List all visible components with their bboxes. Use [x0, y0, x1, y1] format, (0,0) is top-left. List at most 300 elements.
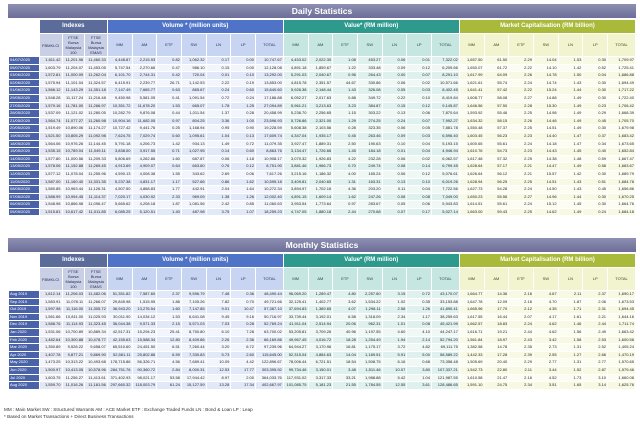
cap-value: 1.42 [558, 64, 583, 72]
index-value: 10,890.06 [62, 125, 85, 133]
value-value: 3,215.16 [283, 170, 308, 178]
value-value: 2.58 [382, 306, 407, 314]
cap-value: 2.12 [509, 306, 534, 314]
volume-value: 6,641.08 [181, 313, 206, 321]
value-value: 7,322.02 [432, 57, 460, 65]
table-row [9, 178, 636, 186]
cap-value: 0.30 [583, 87, 608, 95]
value-value: 64,944.27 [283, 344, 308, 352]
cap-value: 1.53 [558, 57, 583, 65]
cap-value: 2.16 [509, 291, 534, 299]
volume-value: 25,802.86 [132, 351, 157, 359]
cap-value: 14.78 [533, 72, 558, 80]
value-value: 0.97 [333, 201, 358, 209]
volume-value: 7.82 [206, 298, 231, 306]
value-value: 0.05 [382, 87, 407, 95]
volume-value: 4,913.69 [107, 163, 132, 171]
volume-value: 10,351.72 [107, 102, 132, 110]
value-value: 0.96 [333, 72, 358, 80]
cap-value: 2.11 [509, 366, 534, 374]
cap-value: 1,610.76 [459, 148, 484, 156]
cap-value: 2.25 [509, 178, 534, 186]
cap-value: 14.98 [533, 110, 558, 118]
cap-value: 2.24 [509, 321, 534, 329]
cap-value: 4.35 [533, 306, 558, 314]
cap-value: 1,683.42 [608, 132, 636, 140]
volume-value: 17.77 [231, 366, 256, 374]
value-value: 1,988.88 [357, 374, 382, 382]
volume-value: 2.26 [206, 336, 231, 344]
volume-value: 0.95 [206, 125, 231, 133]
volume-value: 11,682.05 [132, 117, 157, 125]
index-value: 1,583.91 [39, 298, 62, 306]
volume-value: 7,330.83 [181, 351, 206, 359]
value-value: 1,298.11 [357, 306, 382, 314]
column-header-total: TOTAL [256, 268, 284, 291]
cap-value: 1,616.71 [459, 328, 484, 336]
cap-value: 1,656.86 [608, 186, 636, 194]
cap-value: 18.83 [484, 321, 509, 329]
value-value: 0.06 [407, 201, 432, 209]
value-value: 6.16 [382, 359, 407, 367]
column-header-mm: MM [459, 34, 484, 57]
daily-statistics-title: Daily Statistics [8, 4, 636, 18]
table-row [9, 57, 636, 65]
volume-value: 23,596.93 [256, 117, 284, 125]
volume-value: 52,581.11 [107, 351, 132, 359]
cap-value: 14.40 [533, 132, 558, 140]
value-value: 0.88 [333, 94, 358, 102]
volume-value: 7,147.85 [181, 306, 206, 314]
table-row [9, 94, 636, 102]
value-value: 0.17 [407, 208, 432, 216]
value-value: 6,799.45 [432, 163, 460, 171]
cap-value: 1.49 [558, 94, 583, 102]
cap-value: 2.73 [533, 344, 558, 352]
cap-value: 1.49 [558, 117, 583, 125]
cap-value: 1.49 [558, 163, 583, 171]
column-header-index: FTSE Bursa Malaysia EMAS [85, 268, 108, 291]
value-value: 0.06 [382, 79, 407, 87]
cap-value: 2.25 [509, 155, 534, 163]
volume-value: 343.62 [181, 170, 206, 178]
value-value: 1,784.55 [357, 382, 382, 390]
volume-value: 6.10 [206, 328, 231, 336]
value-value: 18.28 [333, 336, 358, 344]
cap-value: 2.43 [509, 336, 534, 344]
value-value: 6,062.57 [432, 155, 460, 163]
value-value: 5.91 [382, 351, 407, 359]
cap-value: 1,405.24 [608, 344, 636, 352]
cap-value: 1,670.25 [608, 193, 636, 201]
cap-value: 1,673.65 [608, 140, 636, 148]
index-value: 11,331.35 [85, 178, 108, 186]
column-header-lp: LP [231, 268, 256, 291]
cap-value: 1.49 [558, 110, 583, 118]
cap-value: 56.23 [484, 132, 509, 140]
volume-value: 115,645.00 [256, 351, 284, 359]
volume-value: 20,458.99 [256, 110, 284, 118]
row-date: 05/05/2020 [9, 208, 40, 216]
cap-value: 1.31 [558, 344, 583, 352]
value-value: 2.50 [333, 140, 358, 148]
volume-value: 2.69 [206, 170, 231, 178]
monthly-statistics-title: Monthly Statistics [8, 238, 636, 252]
cap-value: 2.22 [509, 87, 534, 95]
index-value: 10,963.44 [62, 186, 85, 194]
volume-value: 0.28 [231, 321, 256, 329]
row-date: Nov 2019 [9, 313, 40, 321]
cap-value: 1.43 [558, 79, 583, 87]
cap-value: 1,593.92 [459, 110, 484, 118]
cap-value: 1.87 [558, 298, 583, 306]
value-value: 8,402.45 [432, 87, 460, 95]
volume-value: 4.42 [231, 359, 256, 367]
volume-value: 15,588.34 [132, 336, 157, 344]
cap-value: 1,725.41 [608, 64, 636, 72]
volume-value: 1,027.95 [181, 148, 206, 156]
cap-value: 2.23 [509, 132, 534, 140]
volume-value: 42,155.63 [107, 336, 132, 344]
value-value: 0.68 [407, 359, 432, 367]
cap-value: 55.46 [484, 110, 509, 118]
value-value: 323.35 [357, 125, 382, 133]
volume-value: 5,806.69 [107, 155, 132, 163]
value-value: 4.82 [407, 344, 432, 352]
value-value: 1,726.66 [308, 148, 333, 156]
value-value: 38,259.63 [432, 313, 460, 321]
cap-value: 14.51 [533, 125, 558, 133]
column-header-index: FTSE Bursa Malaysia 100 [62, 34, 85, 57]
volume-value: 0.24 [206, 87, 231, 95]
volume-value: 1.38 [206, 193, 231, 201]
index-value: 10,805.29 [62, 132, 85, 140]
column-header-etf: ETF [333, 34, 358, 57]
index-value: 1,588.99 [39, 193, 62, 201]
volume-value: 10.09 [206, 359, 231, 367]
cap-value: 0.37 [583, 132, 608, 140]
cap-value: 1,621.61 [459, 79, 484, 87]
index-value: 9,869.90 [85, 351, 108, 359]
volume-value: 4,008.38 [132, 170, 157, 178]
value-value: 283.67 [357, 201, 382, 209]
volume-value: 1.18 [231, 155, 256, 163]
value-value: 3,317.33 [308, 374, 333, 382]
index-value: 11,174.27 [85, 125, 108, 133]
cap-value: 1,664.76 [608, 201, 636, 209]
value-value: 1,966.73 [308, 163, 333, 171]
value-value: 16.81 [333, 344, 358, 352]
volume-value: 402,667.97 [256, 382, 284, 390]
volume-value: 1.78 [206, 102, 231, 110]
index-value: 1,566.12 [39, 87, 62, 95]
cap-value: 1,542.73 [459, 366, 484, 374]
volume-value: 8,750.80 [181, 328, 206, 336]
index-value: 11,266.97 [85, 102, 108, 110]
volume-value: 7.03 [206, 321, 231, 329]
value-value: 2,514.94 [308, 321, 333, 329]
cap-value: 57.37 [484, 125, 509, 133]
volume-value: 1.04 [206, 132, 231, 140]
table-row [9, 328, 636, 336]
cap-value: 2.44 [509, 328, 534, 336]
table-row [9, 87, 636, 95]
cap-value: 14.88 [533, 94, 558, 102]
cap-value: 15.24 [533, 87, 558, 95]
cap-value: 1,652.84 [608, 148, 636, 156]
cap-value: 4.62 [533, 328, 558, 336]
column-header-lp: LP [583, 268, 608, 291]
index-value: 1,588.76 [39, 321, 62, 329]
column-header-index: FBMKLCI [39, 268, 62, 291]
value-value: 1,189.51 [357, 351, 382, 359]
volume-value: 0.19 [231, 79, 256, 87]
cap-value: 1,686.88 [608, 72, 636, 80]
volume-value: 7,624.75 [107, 132, 132, 140]
cap-value: 1,617.99 [459, 72, 484, 80]
volume-value: 5,791.18 [107, 140, 132, 148]
column-header-etf: ETF [509, 34, 534, 57]
value-value: 0.22 [382, 94, 407, 102]
value-value: 2,351.57 [308, 79, 333, 87]
index-value: 11,266.07 [85, 298, 108, 306]
cap-value: 55.56 [484, 193, 509, 201]
index-value: 1,575.94 [39, 79, 62, 87]
volume-value: 12.53 [206, 366, 231, 374]
volume-value: 9,571.33 [132, 321, 157, 329]
table-row [9, 117, 636, 125]
cap-value: 4.17 [533, 313, 558, 321]
cap-value: 2.27 [509, 193, 534, 201]
cap-value: 2.25 [509, 208, 534, 216]
value-value: 0.06 [382, 170, 407, 178]
index-value: 11,260.98 [85, 117, 108, 125]
value-value: 3.23 [333, 102, 358, 110]
cap-value: 2.21 [509, 163, 534, 171]
cap-value: 1,614.51 [459, 201, 484, 209]
cap-value: 1.43 [558, 186, 583, 194]
volume-value: 297,660.32 [107, 382, 132, 390]
cap-value: 21.47 [484, 374, 509, 382]
row-date: Jul 2020 [9, 374, 40, 382]
cap-value: 14.74 [533, 79, 558, 87]
column-header-am: AM [308, 34, 333, 57]
volume-value: 1.53 [157, 313, 182, 321]
cap-value: 14.47 [533, 163, 558, 171]
volume-value: 14,034.12 [132, 313, 157, 321]
index-value: 11,077.27 [62, 117, 85, 125]
value-value: 0.70 [333, 163, 358, 171]
cap-value: 1,684.18 [608, 208, 636, 216]
cap-value: 2.29 [509, 359, 534, 367]
value-value: 52,794.20 [432, 336, 460, 344]
volume-value: 52,769.24 [256, 321, 284, 329]
volume-value: 0.00 [231, 57, 256, 65]
volume-value: 7,665.77 [132, 87, 157, 95]
cap-value: 2.77 [533, 359, 558, 367]
cap-value: 1.61 [558, 313, 583, 321]
table-row [9, 186, 636, 194]
value-value: 4,891.18 [283, 64, 308, 72]
cap-value: 24.75 [484, 382, 509, 390]
table-row [9, 193, 636, 201]
value-value: 0.12 [407, 64, 432, 72]
cap-value: 0.45 [583, 186, 608, 194]
value-value: 4.60 [382, 328, 407, 336]
row-date: Aug 2020 [9, 382, 40, 390]
table-row [9, 125, 636, 133]
cap-value: 2.52 [583, 344, 608, 352]
cap-value: 12.09 [484, 298, 509, 306]
volume-value: 0.72 [231, 140, 256, 148]
volume-value: 7,029.74 [132, 132, 157, 140]
index-value: 10,866.98 [62, 201, 85, 209]
volume-value: 1,062.32 [181, 57, 206, 65]
volume-value: 687.87 [181, 155, 206, 163]
row-date: 02/06/2020 [9, 79, 40, 87]
cap-value: 1.49 [558, 102, 583, 110]
volume-value: 284,751.76 [107, 366, 132, 374]
column-header-etf: ETF [157, 34, 182, 57]
value-value: 1.17 [407, 313, 432, 321]
value-value: 4.36 [333, 186, 358, 194]
volume-value: 5,120.51 [132, 208, 157, 216]
cap-value: 1.27 [558, 351, 583, 359]
cap-value: 2.29 [509, 57, 534, 65]
index-value: 11,078.04 [62, 170, 85, 178]
index-value: 11,460.33 [85, 57, 108, 65]
cap-value: 1,603.45 [459, 132, 484, 140]
index-value: 10,578.96 [85, 366, 108, 374]
index-value: 11,160.40 [62, 178, 85, 186]
table-row [9, 102, 636, 110]
index-value: 11,078.11 [62, 298, 85, 306]
volume-value: 9,596.79 [181, 291, 206, 299]
value-value: 1,289.47 [308, 291, 333, 299]
volume-value: 0.90 [231, 125, 256, 133]
index-value: 11,216.48 [85, 94, 108, 102]
cap-value: 4.67 [533, 291, 558, 299]
volume-value: 4,831.17 [132, 178, 157, 186]
index-value: 11,011.85 [85, 208, 108, 216]
value-value: 45,421.99 [432, 321, 460, 329]
value-value: 0.10 [407, 94, 432, 102]
value-value: 4,747.05 [283, 208, 308, 216]
cap-value: 14.43 [533, 148, 558, 156]
index-value: 11,144.45 [85, 140, 108, 148]
value-value: 4.07 [333, 306, 358, 314]
value-value: 3,213.63 [308, 102, 333, 110]
value-value: 0.07 [407, 72, 432, 80]
volume-value: 1.49 [206, 140, 231, 148]
column-header-mm: MM [459, 268, 484, 291]
volume-value: 10,272.34 [256, 186, 284, 194]
volume-value: 0.13 [231, 132, 256, 140]
volume-value: 9,450.98 [107, 94, 132, 102]
value-value: 5,027.14 [432, 208, 460, 216]
cap-value: 1.56 [558, 328, 583, 336]
index-value: 11,092.98 [85, 132, 108, 140]
table-row [9, 351, 636, 359]
volume-value: 13,853.00 [256, 79, 284, 87]
value-value: 3,134.47 [283, 148, 308, 156]
cap-value: 2.06 [583, 298, 608, 306]
volume-value: 7,689.41 [181, 359, 206, 367]
cap-value: 0.24 [583, 208, 608, 216]
value-value: 5,193.15 [432, 140, 460, 148]
value-value: 1,402.77 [308, 298, 333, 306]
volume-value: 25.41 [157, 328, 182, 336]
value-value: 1.02 [382, 298, 407, 306]
cap-value: 1,711.74 [608, 321, 636, 329]
cap-value: 1.46 [558, 321, 583, 329]
row-date: Jun 2020 [9, 366, 40, 374]
table-row [9, 208, 636, 216]
cap-value: 0.29 [583, 110, 608, 118]
row-date: Dec 2019 [9, 321, 40, 329]
volume-value: 9.16 [231, 313, 256, 321]
volume-value: 13.28 [206, 382, 231, 390]
cap-value: 1.43 [558, 178, 583, 186]
value-value: 0.12 [407, 170, 432, 178]
volume-value: 4,507.50 [107, 186, 132, 194]
value-value: 1,186.32 [308, 170, 333, 178]
volume-value: 24,451.50 [132, 344, 157, 352]
volume-value: 11,678.20 [132, 102, 157, 110]
value-value: 0.06 [382, 155, 407, 163]
volume-value: 0.85 [231, 201, 256, 209]
volume-value: 1.00 [231, 117, 256, 125]
row-date: Mar 2020 [9, 344, 40, 352]
value-value: 3,927.47 [283, 140, 308, 148]
index-value: 11,201.96 [62, 57, 85, 65]
cap-value: 16.44 [484, 313, 509, 321]
volume-value: 2.37 [157, 291, 182, 299]
row-date: Jan 2020 [9, 328, 40, 336]
value-value: 453.27 [357, 57, 382, 65]
value-value: 4.80 [333, 291, 358, 299]
column-header-sw: SW [181, 34, 206, 57]
cap-value: 1,722.40 [608, 94, 636, 102]
volume-value: 49,721.66 [256, 298, 284, 306]
cap-value: 2.55 [533, 351, 558, 359]
column-header-mm: MM [283, 268, 308, 291]
value-value: 41,911.04 [283, 321, 308, 329]
column-header-lp: LP [231, 34, 256, 57]
value-value: 1.45 [333, 148, 358, 156]
cap-value: 1,679.98 [608, 125, 636, 133]
volume-value: 57,387.10 [256, 306, 284, 314]
value-value: 5,291.03 [283, 72, 308, 80]
index-value: 1,537.09 [39, 110, 62, 118]
cap-value: 2.66 [583, 351, 608, 359]
column-header-mm: MM [107, 268, 132, 291]
volume-value: 9.45 [206, 313, 231, 321]
volume-value: 986.10 [181, 64, 206, 72]
volume-value: 7,617.26 [256, 170, 284, 178]
volume-value: 1.42 [157, 140, 182, 148]
cap-value: 4.52 [533, 374, 558, 382]
table-row [9, 313, 636, 321]
value-value: 2,040.67 [308, 72, 333, 80]
cap-value: 2.24 [509, 140, 534, 148]
cap-value: 2.11 [558, 291, 583, 299]
cap-value: 1,690.17 [608, 291, 636, 299]
cap-value: 22.80 [484, 366, 509, 374]
corner-cell [9, 20, 40, 34]
value-value: 165.24 [357, 170, 382, 178]
cap-value: 14.50 [533, 186, 558, 194]
